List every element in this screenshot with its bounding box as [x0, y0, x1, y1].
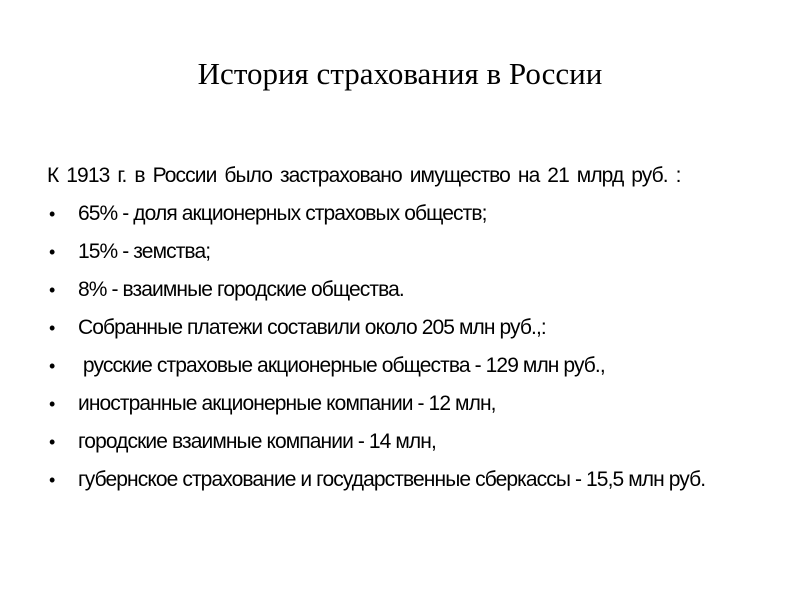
- list-item-text: 15% - земства;: [78, 240, 211, 263]
- list-item-text: 8% - взаимные городские общества.: [78, 278, 404, 301]
- list-item: [47, 388, 767, 420]
- list-item: [47, 464, 767, 496]
- slide-title: История страхования в России: [197, 56, 603, 91]
- bullet-icon: •: [49, 432, 55, 452]
- bullet-icon: •: [49, 356, 55, 376]
- list-item-text: 65% - доля акционерных страховых обществ;: [78, 202, 487, 225]
- bullet-icon: •: [49, 318, 55, 338]
- slide-body: [47, 160, 767, 502]
- list-item: [47, 274, 767, 306]
- list-item: [47, 312, 767, 344]
- list-item-text: иностранные акционерные компании - 12 млн,: [78, 392, 496, 415]
- bullet-icon: •: [49, 204, 55, 224]
- bullet-icon: •: [49, 242, 55, 262]
- list-item-text: губернское страхование и государственные сберкассы - 15,5 млн руб.: [78, 468, 706, 491]
- bullet-icon: •: [49, 394, 55, 414]
- bullet-icon: •: [49, 470, 55, 490]
- intro-paragraph: К 1913 г. в России было застраховано имущество на 21 млрд руб. :: [47, 164, 681, 187]
- bullet-icon: •: [49, 280, 55, 300]
- list-item-text: русские страховые акционерные общества - 129 млн руб.,: [78, 354, 605, 377]
- list-item: [47, 350, 767, 382]
- list-item-text: городские взаимные компании - 14 млн,: [78, 430, 436, 453]
- list-item: [47, 198, 767, 230]
- list-item-text: Собранные платежи составили около 205 млн руб.,:: [78, 316, 546, 339]
- list-item: [47, 236, 767, 268]
- list-item: [47, 426, 767, 458]
